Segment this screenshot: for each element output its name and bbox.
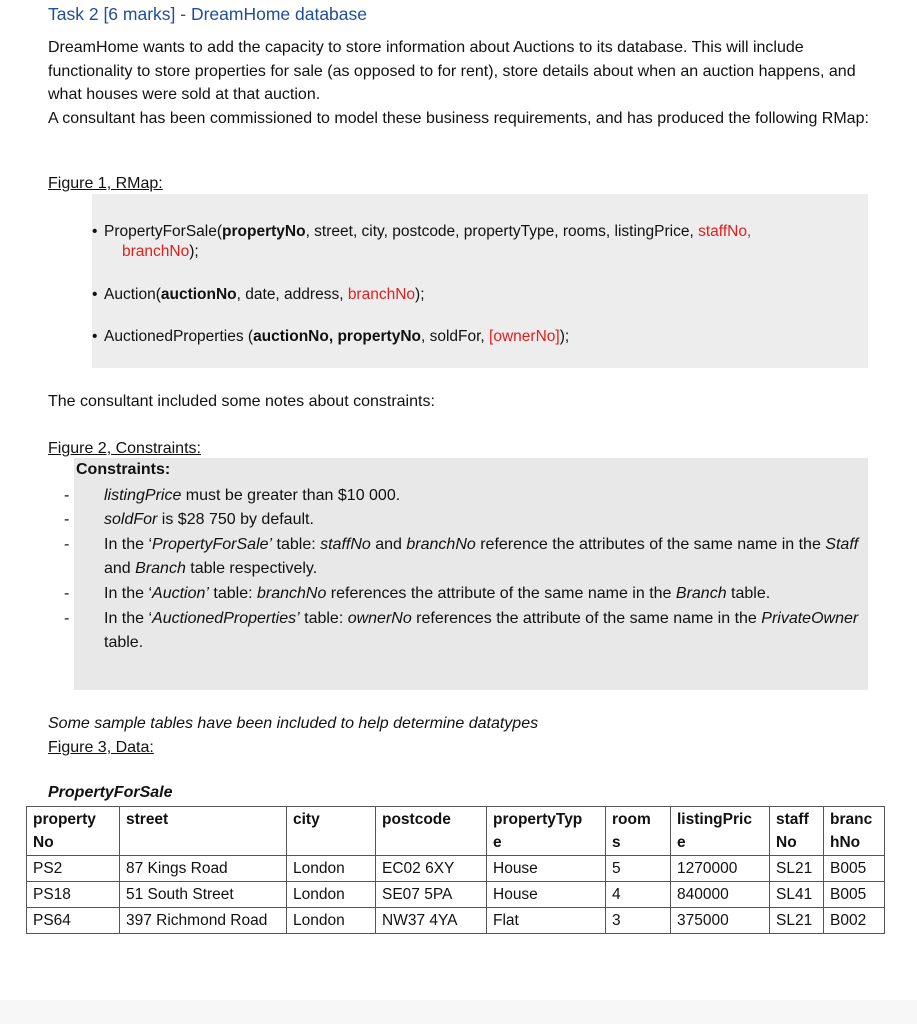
table-cell: 840000 <box>671 882 770 908</box>
table-cell: House <box>487 856 606 882</box>
constraint-text: table. <box>726 585 771 602</box>
relation-name: Auction( <box>104 286 161 303</box>
rmap-item-auction <box>92 285 425 305</box>
column-header: listingPric e <box>671 807 770 856</box>
foreign-key: branchNo <box>347 286 416 303</box>
property-for-sale-table <box>26 806 885 934</box>
rmap-item-property-for-sale <box>92 222 751 262</box>
attributes: , soldFor, <box>420 328 490 345</box>
dash: - <box>64 487 70 504</box>
constraint-text: and <box>104 560 136 577</box>
table-cell: 51 South Street <box>120 882 287 908</box>
dash: - <box>64 511 70 528</box>
constraint-text: table: <box>299 610 348 627</box>
foreign-key: [ownerNo] <box>489 328 560 345</box>
relation-end: ); <box>415 286 425 303</box>
sample-tables-note: Some sample tables have been included to help determine datatypes <box>48 715 539 732</box>
constraint-text: In the ‘ <box>104 536 153 553</box>
attribute-name: staffNo <box>320 536 371 553</box>
bullet: • <box>92 328 98 345</box>
table-cell: 1270000 <box>671 856 770 882</box>
relation-end: ); <box>559 328 570 345</box>
constraint-text: and <box>370 536 407 553</box>
table-name: Staff <box>825 536 859 553</box>
intro-paragraph-1: DreamHome wants to add the capacity to store information about Auctions to its database. This will include functionality to store properties for sale (as opposed to for rent), store details about when an auction happens, and what houses were sold at that auction. <box>48 39 856 103</box>
constraint-text: table respectively. <box>185 560 318 577</box>
table-cell: SL21 <box>770 856 824 882</box>
attribute-name: listingPrice <box>104 487 182 504</box>
primary-key: auctionNo <box>160 286 237 303</box>
figure-1-label: Figure 1, RMap: <box>48 175 163 192</box>
constraint-text: table: <box>272 536 321 553</box>
column-header: propertyTyp e <box>487 807 606 856</box>
constraint-text: must be greater than $10 000. <box>181 487 401 504</box>
table-title: PropertyForSale <box>48 784 173 801</box>
rmap-item-auctioned-properties <box>92 327 569 347</box>
table-name: Auction’ <box>152 585 209 602</box>
intro-text <box>48 36 878 130</box>
table-cell: PS2 <box>27 856 120 882</box>
table-cell: London <box>287 856 376 882</box>
table-cell: SL21 <box>770 908 824 934</box>
constraints-heading: Constraints: <box>76 461 171 478</box>
primary-key: propertyNo <box>222 223 306 240</box>
table-cell: 87 Kings Road <box>120 856 287 882</box>
constraint-text: references the attribute of the same name in the <box>411 610 762 627</box>
task-title: Task 2 [6 marks] - DreamHome database <box>48 4 368 24</box>
column-header: postcode <box>376 807 487 856</box>
table-cell: NW37 4YA <box>376 908 487 934</box>
attribute-name: branchNo <box>256 585 327 602</box>
primary-key: auctionNo, propertyNo <box>253 328 421 345</box>
column-header: property No <box>27 807 120 856</box>
figure-2-label: Figure 2, Constraints: <box>48 440 201 457</box>
constraint-text: references the attribute of the same name in the <box>326 585 676 602</box>
table-cell: London <box>287 882 376 908</box>
relation-end: ); <box>189 243 199 260</box>
constraint-text: table: <box>208 585 257 602</box>
table-name: Branch <box>135 560 186 577</box>
constraint-text: In the ‘ <box>104 610 153 627</box>
table-row <box>27 882 885 908</box>
constraint-text: table. <box>104 634 144 651</box>
attribute-name: branchNo <box>406 536 476 553</box>
table-cell: 5 <box>606 856 671 882</box>
table-row <box>27 908 885 934</box>
constraint-text: is $28 750 by default. <box>157 511 314 528</box>
attribute-name: ownerNo <box>347 610 412 627</box>
table-header-row <box>27 807 885 856</box>
table-name: PrivateOwner <box>761 610 859 627</box>
column-header: city <box>287 807 376 856</box>
dash: - <box>64 610 70 627</box>
table-cell: SL41 <box>770 882 824 908</box>
dash: - <box>64 536 70 553</box>
foreign-key: branchNo <box>122 243 190 260</box>
attributes: , date, address, <box>236 286 348 303</box>
table-name: Branch <box>675 585 727 602</box>
table-cell: SE07 5PA <box>376 882 487 908</box>
column-header: staff No <box>770 807 824 856</box>
table-cell: London <box>287 908 376 934</box>
constraint-text: In the ‘ <box>104 585 153 602</box>
table-row <box>27 856 885 882</box>
dash: - <box>64 585 70 602</box>
table-cell: 3 <box>606 908 671 934</box>
table-cell: House <box>487 882 606 908</box>
column-header: room s <box>606 807 671 856</box>
constraint-text: reference the attributes of the same name in the <box>475 536 826 553</box>
table-cell: 397 Richmond Road <box>120 908 287 934</box>
relation-name: PropertyForSale( <box>104 223 223 240</box>
page-bottom-strip <box>0 1000 917 1024</box>
table-cell: B002 <box>824 908 885 934</box>
table-cell: EC02 6XY <box>376 856 487 882</box>
intro-paragraph-2: A consultant has been commissioned to model these business requirements, and has produced the following RMap: <box>48 109 869 127</box>
attributes: , street, city, postcode, propertyType, rooms, listingPrice, <box>305 223 699 240</box>
table-cell: PS64 <box>27 908 120 934</box>
table-cell: Flat <box>487 908 606 934</box>
bullet: • <box>92 223 98 240</box>
attribute-name: soldFor <box>104 511 158 528</box>
relation-name: AuctionedProperties ( <box>104 328 254 345</box>
table-cell: B005 <box>824 856 885 882</box>
table-cell: B005 <box>824 882 885 908</box>
figure-3-label: Figure 3, Data: <box>48 739 154 756</box>
table-cell: PS18 <box>27 882 120 908</box>
table-name: AuctionedProperties’ <box>152 610 300 627</box>
foreign-key: staffNo, <box>698 223 752 240</box>
table-cell: 375000 <box>671 908 770 934</box>
table-cell: 4 <box>606 882 671 908</box>
constraints-note: The consultant included some notes about constraints: <box>48 393 435 410</box>
column-header: street <box>120 807 287 856</box>
column-header: branc hNo <box>824 807 885 856</box>
table-name: PropertyForSale’ <box>152 536 273 553</box>
bullet: • <box>92 286 98 303</box>
